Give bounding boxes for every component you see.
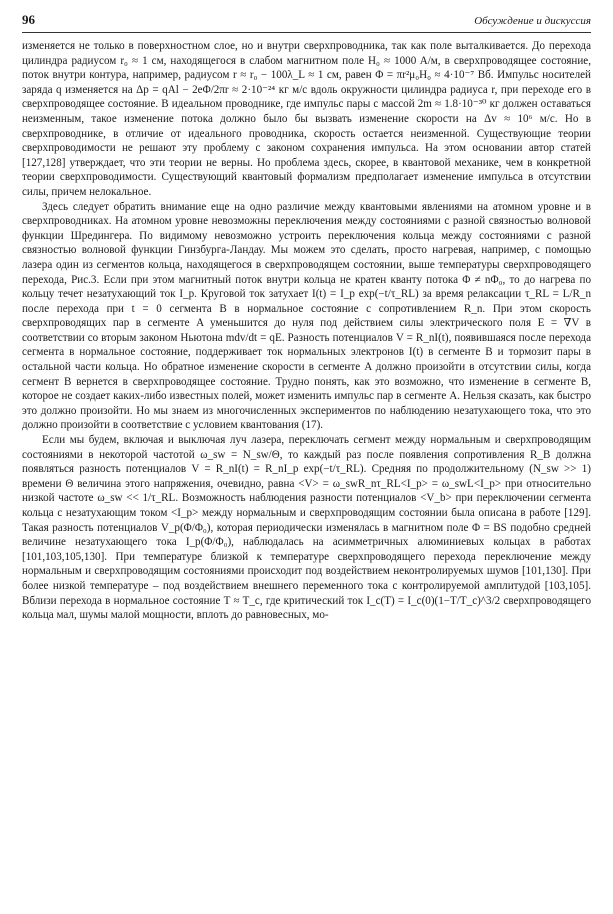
page-header (22, 12, 591, 33)
running-title: Обсуждение и дискуссия (474, 15, 591, 27)
page-number: 96 (22, 12, 35, 27)
body-text (22, 39, 591, 623)
paragraph: Если мы будем, включая и выключая луч лазера, переключать сегмент между нормальным и сверхпроводящим состояниями в некоторой частотой ω_sw = N_sw/Θ, то каждый раз после появления сопротивления R_B должна появляться разность потенциалов V = R_nI(t) = R_nI_p exp(−t/τ_RL). Средняя по продолжительному (N_sw >> 1) времени Θ величина этого напряжения, очевидно, равна <V> = ω_swR_nτ_RL<I_p> = ω_swL<I_p> при относительно низкой частоте ω_sw << 1/τ_RL. Возможность наблюдения разности потенциалов <V_b> при переключении сегмента кольца с незатухающим током <I_p> между нормальным и сверхпроводящим состоянии была описана в работе [129]. Такая разность потенциалов V_p(Φ/Φ₀), которая периодически изменялась в магнитном поле Φ = BS подобно средней величине незатухающего тока I_p(Φ/Φ₀), наблюдалась на асимметричных алюминиевых кольцах в работах [101,103,105,130]. При температуре близкой к температуре сверхпроводящего перехода переключение между нормальным и сверхпроводящим состояниями происходит под воздействием неконтролируемых шумов [101,130]. При более низкой температуре – под воздействием внешнего переменного тока с контролируемой амплитудой [103,105]. Вблизи перехода в нормальное состояние T ≈ T_c, где критический ток I_c(T) = I_c(0)(1−T/T_c)^3/2 сверхпроводящего кольца мал, шумы малой мощности, вплоть до равновесных, мо- (22, 434, 591, 622)
paragraph: Здесь следует обратить внимание еще на одно различие между квантовыми явлениями на атомном уровне и в сверхпроводниках. На атомном уровне невозможны переключения между состояниями с разной связностью волновой функции Шредингера. По видимому невозможно устроить переключения кольца между состояниями с разной связностью волновой функции Гинзбурга-Ландау. Мы можем это сделать, просто нагревая, например, с помощью лазера один из сегментов кольца, находящегося в сверхпроводящем состоянии, выше температуры сверхпроводящего перехода, Рис.3. Если при этом магнитный поток внутри кольца не кратен кванту потока Φ ≠ nΦ₀, то до нагрева по кольцу течет незатухающий ток I_p. Круговой ток затухает I(t) = I_p exp(−t/τ_RL) за время релаксации τ_RL = L/R_n после перехода при t = 0 сегмента B в нормальное состояние с сопротивлением R_n. При этом скорость сверхпроводящих пар в сегменте A уменьшится до нуля под действием силы электрического поля E = ∇V в соответствии со вторым законом Ньютона mdv/dt = qE. Разность потенциалов V = R_nI(t), появившаяся после перехода сегмента в нормальное состояние, поддерживает ток нормальных электронов I(t) в сегменте B и тормозит пары в остальной части кольца. Но обратное изменение скорости в сегменте A должно произойти в отсутствии силы, когда сегмент B вернется в сверхпроводящее состояние. Трудно понять, как это возможно, что изменение в сегменте B, которое не создает каких-либо известных полей, может изменить импульс пар в сегменте A. Нельзя сказать, как быстро это должно произойти. Но мы знаем из многочисленных экспериментов по наблюдению незатухающего тока, что это должно произойти в соответствие с условием квантования (17). (22, 200, 591, 432)
paragraph: изменяется не только в поверхностном слое, но и внутри сверхпроводника, так как поле выталкивается. До перехода цилиндра радиусом r₀ ≈ 1 см, находящегося в слабом магнитном поле H₀ ≈ 1000 A/м, в сверхпроводящее состояние, поток внутри контура, например, радиусом r ≈ r₀ − 100λ_L ≈ 1 см, равен Φ = πr²μ₀H₀ ≈ 4·10⁻⁷ Вб. Импульс носителей заряда q изменяется на Δp = qAl − 2eΦ/2πr ≈ 2·10⁻²⁴ кг м/с вдоль окружности цилиндра радиуса r, при переходе его в сверхпроводящее состояние. В идеальном проводнике, где импульс пары с массой 2m ≈ 1.8·10⁻³⁰ кг должен оставаться неизменным, такое изменение потока должно было бы вызвать изменение скорости на Δv ≈ 10⁶ м/с. Но в сверхпроводнике, в отличие от идеального проводника, скорость остается неизменной. Существующие теории сверхпроводимости не решают эту проблему с законом сохранения импульса. На этом основании автор статей [127,128] утверждает, что эти теории не верны. Но проблема здесь, скорее, в квантовой механике, чем в конкретной теории сверхпроводимости. Существующий квантовый формализм предполагает изменение импульса в отсутствии силы, причем нелокальное. (22, 40, 591, 198)
